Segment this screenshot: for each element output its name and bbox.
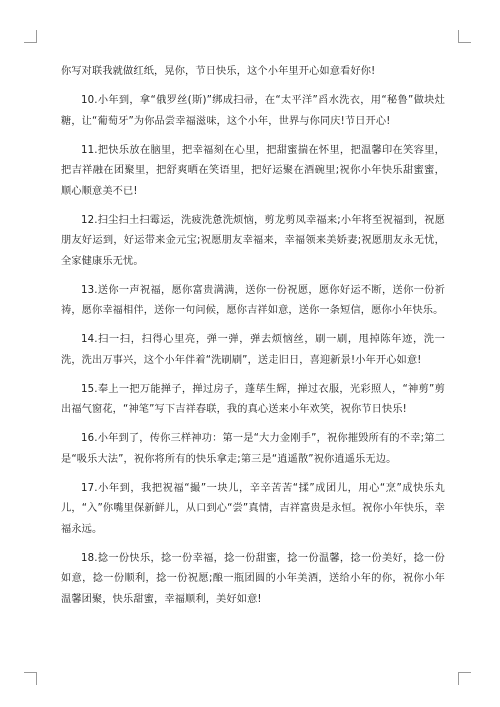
page-corner-mark-top-right bbox=[458, 30, 471, 43]
paragraph-18: 18.捻一份快乐，捻一份幸福，捻一份甜蜜，捻一份温馨，捻一份美好，捻一份如意，捻一份顺利，捻一份祝愿;酿一瓶团圆的小年美酒，送给小年的你，祝你小年温馨团聚，快乐甜蜜，幸福顺利，美好如意! bbox=[61, 552, 445, 605]
page-corner-mark-top-left bbox=[24, 30, 37, 43]
paragraph-11: 11.把快乐放在脑里，把幸福刻在心里，把甜蜜揣在怀里，把温馨印在笑容里，把吉祥融在团聚里，把舒爽晒在笑语里，把好运聚在酒碗里;祝你小年快乐甜蜜蜜，顺心顺意美不已! bbox=[61, 144, 445, 197]
paragraph-continued: 你写对联我就做红纸，晃你，节日快乐，这个小年里开心如意看好你! bbox=[61, 66, 376, 77]
paragraph-13: 13.送你一声祝福，愿你富贵满满，送你一份祝愿，愿你好运不断，送你一份祈祷，愿你幸福相伴，送你一句问候，愿你吉祥如意，送你一条短信，愿你小年快乐。 bbox=[61, 284, 445, 316]
paragraph-15: 15.奉上一把万能掸子，掸过房子，蓬荜生辉，掸过衣服，光彩照人，“神剪”剪出福气窗花，“神笔”写下吉祥春联，我的真心送来小年欢笑，祝你节日快乐! bbox=[61, 383, 445, 415]
paragraph-16: 16.小年到了，传你三样神功：第一是“大力金刚手”，祝你摧毁所有的不幸;第二是“吸乐大法”，祝你将所有的快乐拿走;第三是“逍遥散”祝你逍遥乐无边。 bbox=[61, 433, 445, 465]
document-body bbox=[61, 62, 445, 619]
page-corner-mark-bottom-right bbox=[458, 672, 471, 685]
paragraph-17: 17.小年到，我把祝福“撮”一块儿，辛辛苦苦“揉”成团儿，用心“烹”成快乐丸儿，“入”你嘴里保新鲜儿，从口到心“尝”真情，吉祥富贵是永恒。祝你小年快乐，幸福永远。 bbox=[61, 482, 445, 535]
paragraph-10: 10.小年到，拿“俄罗丝(斯)”绑成扫帚，在“太平洋”舀水洗衣，用“秘鲁”做块灶糖，让“葡萄牙”为你品尝幸福滋味，这个小年，世界与你同庆!节日开心! bbox=[61, 95, 445, 127]
page-corner-mark-bottom-left bbox=[24, 672, 37, 685]
paragraph-14: 14.扫一扫，扫得心里亮，弹一弹，弹去烦恼丝，刷一刷，甩掉陈年迹，洗一洗，洗出万事兴，这个小年伴着“洗刷刷”，送走旧日，喜迎新景!小年开心如意! bbox=[61, 334, 445, 366]
paragraph-12: 12.扫尘扫土扫霉运，洗疲洗惫洗烦恼，剪龙剪凤幸福来;小年将至祝福到，祝愿朋友好运到，好运带来金元宝;祝愿朋友幸福来，幸福领来美娇妻;祝愿朋友永无忧，全家健康乐无忧。 bbox=[61, 214, 445, 267]
